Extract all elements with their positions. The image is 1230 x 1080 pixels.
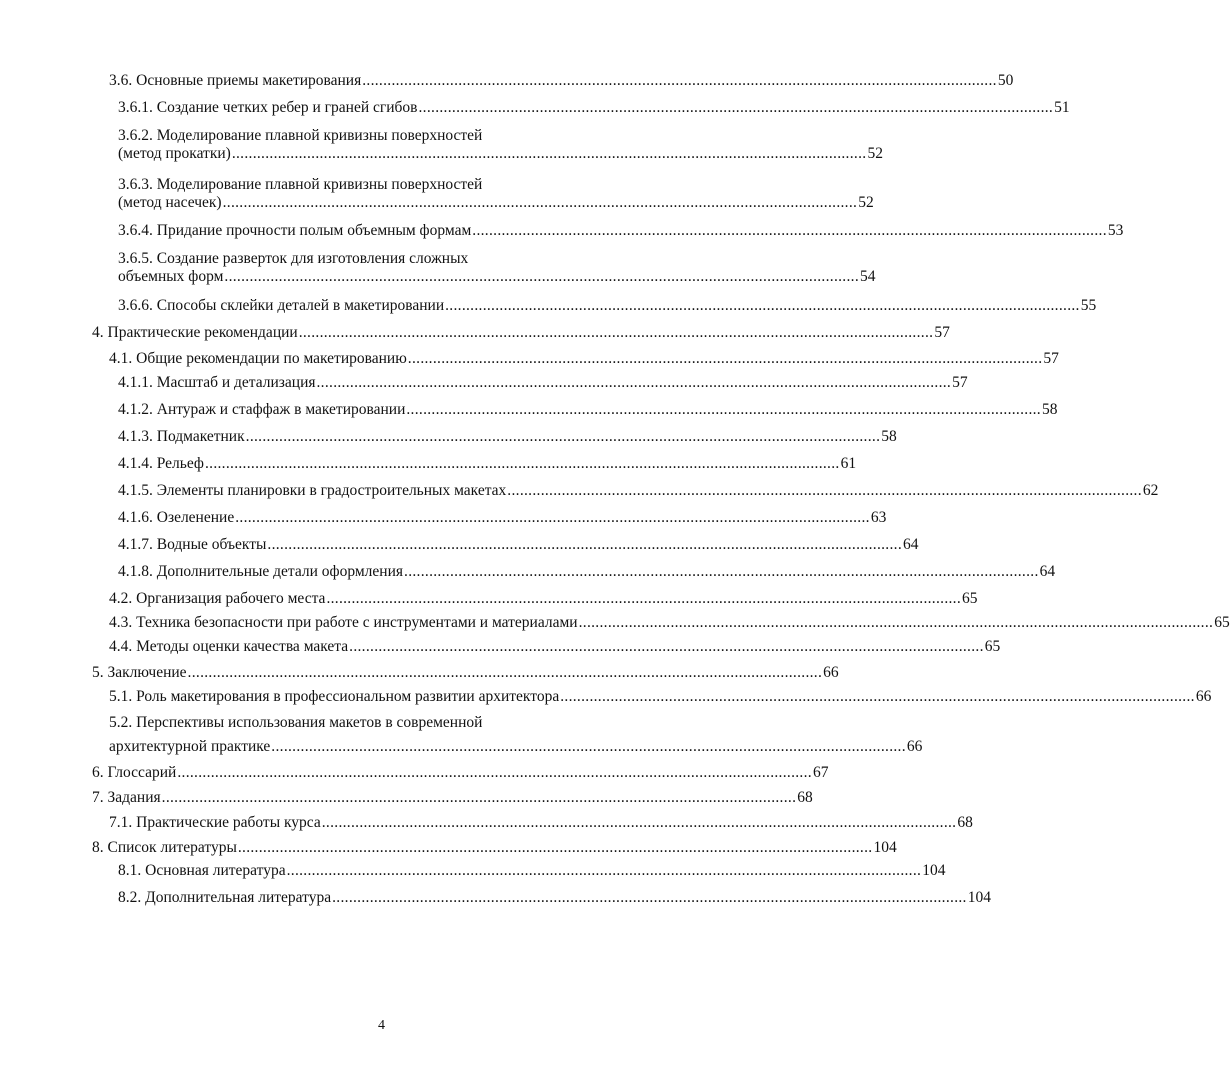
toc-entry-title: (метод прокатки) (118, 145, 231, 162)
toc-leader-dots: ........................................................................................................................................................ (286, 862, 922, 879)
toc-entry-title: 7. Задания (92, 789, 161, 806)
toc-leader-dots: ........................................................................................................................................................ (578, 614, 1214, 631)
toc-entry (118, 482, 1159, 500)
toc-entry-title: 4.1.1. Масштаб и детализация (118, 374, 316, 391)
toc-entry (118, 509, 887, 527)
toc-leader-dots: ........................................................................................................................................................ (418, 99, 1054, 116)
toc-leader-dots: ........................................................................................................................................................ (245, 428, 881, 445)
toc-entry-page: 54 (860, 268, 876, 285)
toc-entry-title: 5. Заключение (92, 664, 187, 681)
toc-entry (92, 789, 813, 807)
toc-entry-title: 4.1.4. Рельеф (118, 455, 204, 472)
toc-leader-dots: ........................................................................................................................................................ (235, 509, 870, 526)
toc-leader-dots: ........................................................................................................................................................ (507, 482, 1142, 499)
toc-leader-dots: ........................................................................................................................................................ (222, 194, 858, 211)
toc-entry-title-line1: 3.6.5. Создание разверток для изготовления сложных (118, 250, 469, 267)
toc-entry-page: 65 (1214, 614, 1230, 631)
toc-entry (118, 455, 857, 473)
toc-entry-title: 3.6. Основные приемы макетирования (109, 72, 362, 89)
toc-entry-title: (метод насечек) (118, 194, 222, 211)
toc-entry-title: 4.1.2. Антураж и стаффаж в макетировании (118, 401, 406, 418)
toc-entry (109, 614, 1230, 632)
toc-leader-dots: ........................................................................................................................................................ (362, 72, 997, 89)
toc-leader-dots: ........................................................................................................................................................ (187, 664, 823, 681)
toc-leader-dots: ........................................................................................................................................................ (298, 324, 934, 341)
toc-entry (118, 127, 883, 163)
toc-entry-title: объемных форм (118, 268, 224, 285)
toc-leader-dots: ........................................................................................................................................................ (237, 839, 873, 856)
toc-entry (118, 428, 897, 446)
toc-entry-page: 67 (812, 764, 829, 781)
toc-entry-page: 57 (1043, 350, 1059, 367)
toc-entry-page: 58 (1041, 401, 1058, 418)
toc-entry (109, 814, 973, 832)
toc-entry-title: 8.1. Основная литература (118, 862, 286, 879)
toc-leader-dots: ........................................................................................................................................................ (560, 688, 1195, 705)
toc-entry (118, 250, 876, 286)
toc-entry-page: 64 (1039, 563, 1056, 580)
toc-entry-title: 8. Список литературы (92, 839, 237, 856)
toc-entry (118, 862, 946, 880)
toc-entry-page: 104 (967, 889, 991, 906)
toc-entry-title: 4.3. Техника безопасности при работе с инструментами и материалами (109, 614, 578, 631)
toc-entry (118, 99, 1070, 117)
toc-leader-dots: ........................................................................................................................................................ (349, 638, 984, 655)
toc-leader-dots: ........................................................................................................................................................ (316, 374, 952, 391)
toc-entry-page: 66 (1195, 688, 1212, 705)
toc-entry-title: 4. Практические рекомендации (92, 324, 298, 341)
toc-leader-dots: ........................................................................................................................................................ (321, 814, 957, 831)
toc-entry-title: 3.6.4. Придание прочности полым объемным формам (118, 222, 472, 239)
toc-entry-title: архитектурной практике (109, 738, 271, 755)
toc-leader-dots: ........................................................................................................................................................ (326, 590, 962, 607)
toc-leader-dots: ........................................................................................................................................................ (177, 764, 812, 781)
toc-entry-page: 57 (934, 324, 950, 341)
toc-entry (118, 374, 968, 392)
toc-entry-page: 58 (881, 428, 897, 445)
toc-entry (109, 638, 1001, 656)
toc-entry-title-line1: 3.6.3. Моделирование плавной кривизны поверхностей (118, 176, 483, 193)
toc-entry-page: 50 (997, 72, 1014, 89)
toc-entry-page: 52 (867, 145, 883, 162)
toc-entry-title: 4.4. Методы оценки качества макета (109, 638, 349, 655)
toc-entry-page: 66 (823, 664, 839, 681)
page-number: 4 (378, 1018, 385, 1033)
toc-entry (118, 889, 991, 907)
toc-entry (92, 839, 897, 857)
toc-entry-page: 64 (903, 536, 919, 553)
toc-entry-title: 6. Глоссарий (92, 764, 177, 781)
toc-entry-title-line1: 5.2. Перспективы использования макетов в современной (109, 714, 483, 731)
toc-entry (118, 297, 1097, 315)
toc-entry (92, 664, 839, 682)
toc-entry-page: 104 (873, 839, 897, 856)
toc-entry-page: 104 (922, 862, 946, 879)
toc-entry-title: 3.6.6. Способы склейки деталей в макетировании (118, 297, 445, 314)
toc-entry (92, 324, 950, 342)
toc-entry-page: 55 (1080, 297, 1097, 314)
toc-entry-page: 57 (952, 374, 968, 391)
toc-entry (118, 176, 874, 212)
toc-leader-dots: ........................................................................................................................................................ (161, 789, 797, 806)
toc-leader-dots: ........................................................................................................................................................ (407, 350, 1043, 367)
toc-entry-page: 53 (1107, 222, 1124, 239)
toc-entry-page: 52 (858, 194, 874, 211)
toc-leader-dots: ........................................................................................................................................................ (204, 455, 840, 472)
toc-leader-dots: ........................................................................................................................................................ (332, 889, 967, 906)
toc-leader-dots: ........................................................................................................................................................ (267, 536, 903, 553)
toc-entry-title: 5.1. Роль макетирования в профессиональном развитии архитектора (109, 688, 560, 705)
toc-entry-title: 4.1.8. Дополнительные детали оформления (118, 563, 404, 580)
toc-entry (92, 764, 829, 782)
toc-entry-page: 62 (1142, 482, 1159, 499)
toc-leader-dots: ........................................................................................................................................................ (406, 401, 1041, 418)
toc-entry-page: 68 (797, 789, 813, 806)
toc-entry (109, 72, 1014, 90)
toc-entry (109, 714, 923, 756)
toc-entry-title: 8.2. Дополнительная литература (118, 889, 332, 906)
toc-entry-title: 7.1. Практические работы курса (109, 814, 321, 831)
toc-entry (118, 563, 1056, 581)
toc-entry-title: 4.1. Общие рекомендации по макетированию (109, 350, 407, 367)
toc-entry (109, 688, 1212, 706)
toc-leader-dots: ........................................................................................................................................................ (271, 738, 906, 755)
toc-leader-dots: ........................................................................................................................................................ (445, 297, 1080, 314)
toc-entry-page: 61 (840, 455, 857, 472)
toc-leader-dots: ........................................................................................................................................................ (404, 563, 1039, 580)
toc-leader-dots: ........................................................................................................................................................ (231, 145, 867, 162)
toc-entry-title-line1: 3.6.2. Моделирование плавной кривизны поверхностей (118, 127, 483, 144)
toc-entry-page: 66 (906, 738, 923, 755)
toc-entry-page: 63 (870, 509, 887, 526)
toc-entry-page: 65 (984, 638, 1001, 655)
toc-entry (118, 401, 1058, 419)
toc-entry (109, 590, 978, 608)
toc-entry-title: 4.1.7. Водные объекты (118, 536, 267, 553)
toc-entry-page: 65 (962, 590, 978, 607)
toc-entry-page: 68 (957, 814, 973, 831)
toc-leader-dots: ........................................................................................................................................................ (472, 222, 1107, 239)
toc-entry (118, 536, 919, 554)
toc-entry (118, 222, 1124, 240)
toc-entry (109, 350, 1059, 368)
toc-leader-dots: ........................................................................................................................................................ (224, 268, 860, 285)
toc-entry-page: 51 (1054, 99, 1070, 116)
toc-entry-title: 4.2. Организация рабочего места (109, 590, 326, 607)
toc-entry-title: 4.1.6. Озеленение (118, 509, 235, 526)
toc-entry-title: 3.6.1. Создание четких ребер и граней сгибов (118, 99, 418, 116)
toc-entry-title: 4.1.3. Подмакетник (118, 428, 245, 445)
toc-entry-title: 4.1.5. Элементы планировки в градостроительных макетах (118, 482, 507, 499)
